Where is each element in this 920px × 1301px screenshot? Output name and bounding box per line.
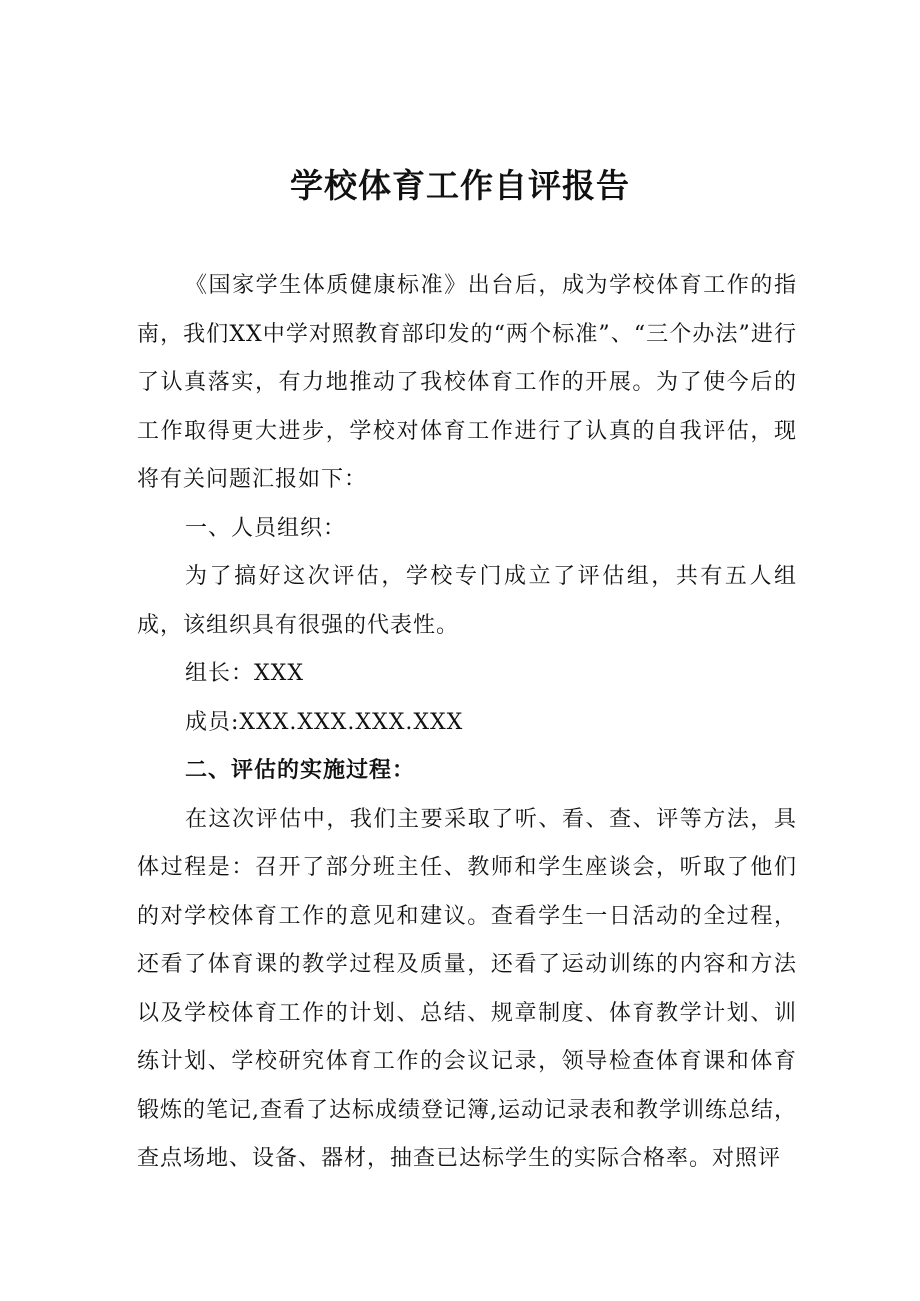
section-heading-personnel: 一、人员组织： [185,515,347,541]
section-heading-process: 二、评估的实施过程： [185,758,416,783]
group-members-line: 成员:XXX.XXX.XXX.XXX [185,709,464,735]
group-leader-line: 组长：XXX [185,661,304,686]
personnel-paragraph: 为了搞好这次评估，学校专门成立了评估组，共有五人组成，该组织具有很强的代表性。 [137,564,797,638]
document-title: 学校体育工作自评报告 [290,166,630,205]
document-body [137,262,797,1184]
process-paragraph: 在这次评估中，我们主要采取了听、看、查、评等方法，具体过程是：召开了部分班主任、教师和学生座谈会，听取了他们的对学校体育工作的意见和建议。查看学生一日活动的全过程，还看了体育课的教学过程及质量，还看了运动训练的内容和方法以及学校体育工作的计划、总结、规章制度、体育教学计划、训练计划、学校研究体育工作的会议记录，领导检查体育课和体育锻炼的笔记,查看了达标成绩登记簿,运动记录表和教学训练总结，查点场地、设备、器材，抽查已达标学生的实际合格率。对照评 [137,806,797,1171]
intro-paragraph: 《国家学生体质健康标准》出台后，成为学校体育工作的指南，我们XX中学对照教育部印发的“两个标准”、“三个办法”进行了认真落实，有力地推动了我校体育工作的开展。为了使今后的工作取得更大进步，学校对体育工作进行了认真的自我评估，现将有关问题汇报如下： [137,273,797,492]
